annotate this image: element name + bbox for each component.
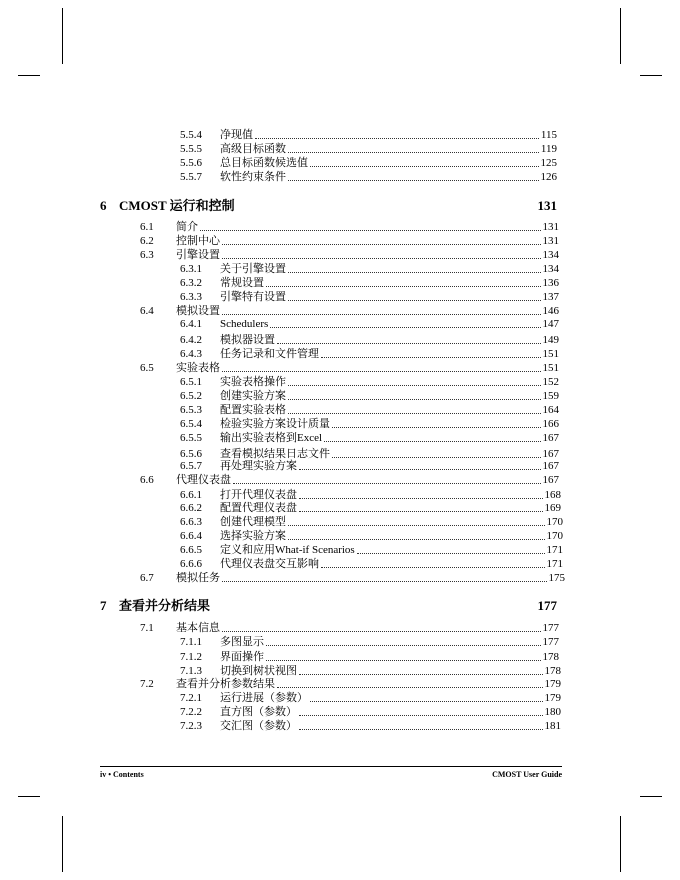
- toc-entry[interactable]: [180, 347, 559, 361]
- entry-title: 简介: [176, 221, 198, 233]
- dot-leader: [200, 230, 541, 231]
- entry-number: 7.2.3: [180, 720, 202, 732]
- dot-leader: [270, 327, 540, 328]
- dot-leader: [288, 272, 541, 273]
- entry-title: 交汇图（参数）: [220, 720, 297, 732]
- entry-number: 6.5.2: [180, 390, 202, 402]
- toc-entry[interactable]: [180, 290, 559, 304]
- entry-page: 151: [542, 362, 559, 374]
- chapter-heading[interactable]: [100, 597, 557, 615]
- toc-entry[interactable]: [180, 389, 559, 403]
- entry-title: 打开代理仪表盘: [220, 489, 297, 501]
- toc-entry[interactable]: [180, 431, 559, 445]
- dot-leader: [288, 152, 539, 153]
- entry-number: 6.7: [140, 572, 154, 584]
- dot-leader: [288, 539, 545, 540]
- toc-entry[interactable]: [180, 156, 557, 170]
- entry-page: 126: [540, 171, 557, 183]
- entry-page: 146: [542, 305, 559, 317]
- dot-leader: [277, 687, 543, 688]
- entry-title: 高级目标函数: [220, 143, 286, 155]
- entry-number: 6.4.3: [180, 348, 202, 360]
- toc-entry[interactable]: [180, 142, 557, 156]
- entry-number: 5.5.4: [180, 129, 202, 141]
- footer-page-label: iv • Contents: [100, 770, 144, 779]
- dot-leader: [299, 511, 543, 512]
- dot-leader: [310, 166, 539, 167]
- entry-number: 6.5.3: [180, 404, 202, 416]
- dot-leader: [255, 138, 539, 139]
- toc-entry[interactable]: [180, 705, 561, 719]
- entry-page: 131: [542, 221, 559, 233]
- entry-number: 7.1.1: [180, 636, 202, 648]
- entry-number: 6.3.2: [180, 277, 202, 289]
- entry-number: 6.3.1: [180, 263, 202, 275]
- entry-title: 直方图（参数）: [220, 706, 297, 718]
- chapter-title: 查看并分析结果: [119, 598, 211, 613]
- dot-leader: [277, 343, 541, 344]
- entry-number: 7.2: [140, 678, 154, 690]
- entry-title: 定义和应用What-if Scenarios: [220, 544, 355, 556]
- dot-leader: [266, 286, 541, 287]
- entry-page: 181: [544, 720, 561, 732]
- entry-number: 6.3.3: [180, 291, 202, 303]
- dot-leader: [324, 441, 540, 442]
- entry-number: 7.2.2: [180, 706, 202, 718]
- dot-leader: [222, 314, 541, 315]
- entry-page: 178: [542, 651, 559, 663]
- entry-title: 模拟任务: [176, 572, 220, 584]
- dot-leader: [288, 525, 545, 526]
- entry-number: 6.5.5: [180, 432, 202, 444]
- entry-page: 125: [540, 157, 557, 169]
- entry-page: 151: [542, 348, 559, 360]
- entry-title: 常规设置: [220, 277, 264, 289]
- entry-page: 178: [544, 665, 561, 677]
- entry-title: 任务记录和文件管理: [220, 348, 319, 360]
- entry-title: 查看模拟结果日志文件: [220, 448, 330, 460]
- entry-title: 软性约束条件: [220, 171, 286, 183]
- entry-page: 180: [544, 706, 561, 718]
- entry-title: 引擎特有设置: [220, 291, 286, 303]
- entry-number: 6.4.2: [180, 334, 202, 346]
- entry-title: 界面操作: [220, 651, 264, 663]
- entry-title: 创建实验方案: [220, 390, 286, 402]
- entry-page: 179: [544, 678, 561, 690]
- dot-leader: [222, 631, 541, 632]
- entry-page: 152: [542, 376, 559, 388]
- entry-title: 引擎设置: [176, 249, 220, 261]
- entry-number: 6.4.1: [180, 318, 202, 330]
- dot-leader: [321, 567, 545, 568]
- entry-number: 7.1.2: [180, 651, 202, 663]
- entry-page: 137: [542, 291, 559, 303]
- dot-leader: [332, 427, 541, 428]
- entry-title: 控制中心: [176, 235, 220, 247]
- toc-entry[interactable]: [180, 557, 563, 571]
- entry-page: 171: [546, 544, 563, 556]
- chapter-page: 131: [537, 198, 557, 213]
- dot-leader: [299, 498, 543, 499]
- entry-number: 7.1.3: [180, 665, 202, 677]
- entry-title: 关于引擎设置: [220, 263, 286, 275]
- dot-leader: [266, 645, 541, 646]
- toc-entry[interactable]: [180, 543, 563, 557]
- entry-number: 6.5.1: [180, 376, 202, 388]
- entry-number: 6.6.6: [180, 558, 202, 570]
- toc-entry[interactable]: [180, 375, 559, 389]
- entry-title: 模拟设置: [176, 305, 220, 317]
- dot-leader: [222, 258, 541, 259]
- dot-leader: [288, 399, 541, 400]
- entry-title: 检验实验方案设计质量: [220, 418, 330, 430]
- toc-entry[interactable]: [180, 635, 559, 649]
- entry-page: 164: [542, 404, 559, 416]
- dot-leader: [288, 385, 541, 386]
- entry-page: 119: [540, 143, 557, 155]
- entry-number: 6.6.3: [180, 516, 202, 528]
- toc-entry[interactable]: [180, 459, 559, 473]
- toc-entry[interactable]: [140, 677, 561, 691]
- dot-leader: [332, 457, 541, 458]
- footer-rule: [100, 766, 562, 767]
- entry-title: 选择实验方案: [220, 530, 286, 542]
- entry-page: 167: [542, 448, 559, 460]
- toc-entry[interactable]: [140, 473, 559, 487]
- toc-entry[interactable]: [140, 220, 559, 234]
- dot-leader: [299, 674, 543, 675]
- chapter-page: 177: [537, 598, 557, 613]
- entry-title: 运行进展（参数）: [220, 692, 308, 704]
- entry-page: 167: [542, 474, 559, 486]
- entry-number: 7.2.1: [180, 692, 202, 704]
- entry-number: 6.6.4: [180, 530, 202, 542]
- entry-number: 6.6.2: [180, 502, 202, 514]
- dot-leader: [233, 483, 541, 484]
- entry-number: 6.5: [140, 362, 154, 374]
- dot-leader: [299, 729, 543, 730]
- toc-entry[interactable]: [180, 650, 559, 664]
- toc-entry[interactable]: [180, 691, 561, 705]
- toc-entry[interactable]: [140, 234, 559, 248]
- entry-page: 131: [542, 235, 559, 247]
- entry-title: 输出实验表格到Excel: [220, 432, 323, 444]
- toc-entry[interactable]: [180, 664, 561, 678]
- entry-page: 167: [542, 460, 559, 472]
- toc-entry[interactable]: [180, 488, 561, 502]
- entry-title: 模拟器设置: [220, 334, 275, 346]
- footer-guide-title: CMOST User Guide: [492, 770, 562, 779]
- entry-number: 6.4: [140, 305, 154, 317]
- toc-entry[interactable]: [180, 719, 561, 733]
- entry-page: 167: [542, 432, 559, 444]
- dot-leader: [299, 715, 543, 716]
- entry-page: 147: [542, 318, 559, 330]
- entry-page: 177: [542, 636, 559, 648]
- dot-leader: [288, 180, 539, 181]
- toc-entry[interactable]: [180, 262, 559, 276]
- entry-title: 实验表格操作: [220, 376, 286, 388]
- entry-number: 6.5.7: [180, 460, 202, 472]
- dot-leader: [222, 371, 541, 372]
- entry-page: 149: [542, 334, 559, 346]
- toc-entry[interactable]: [180, 276, 559, 290]
- dot-leader: [357, 553, 545, 554]
- toc-entry[interactable]: [180, 128, 557, 142]
- chapter-number: 7: [100, 598, 107, 613]
- dot-leader: [288, 300, 541, 301]
- entry-page: 134: [542, 249, 559, 261]
- toc-entry[interactable]: [140, 304, 559, 318]
- entry-number: 6.2: [140, 235, 154, 247]
- entry-page: 177: [542, 622, 559, 634]
- entry-title: 再处理实验方案: [220, 460, 297, 472]
- entry-number: 6.6: [140, 474, 154, 486]
- entry-page: 170: [546, 516, 563, 528]
- entry-number: 7.1: [140, 622, 154, 634]
- entry-title: 总目标函数候选值: [220, 157, 308, 169]
- chapter-heading[interactable]: [100, 197, 557, 215]
- toc-entry[interactable]: [180, 515, 563, 529]
- toc-entry[interactable]: [140, 361, 559, 375]
- dot-leader: [222, 581, 547, 582]
- toc-entry[interactable]: [180, 417, 559, 431]
- entry-page: 175: [548, 572, 565, 584]
- dot-leader: [266, 660, 541, 661]
- dot-leader: [288, 413, 541, 414]
- entry-number: 6.6.1: [180, 489, 202, 501]
- toc-entry[interactable]: [140, 248, 559, 262]
- entry-title: 创建代理模型: [220, 516, 286, 528]
- toc-entry[interactable]: [180, 317, 559, 331]
- entry-number: 6.6.5: [180, 544, 202, 556]
- entry-page: 170: [546, 530, 563, 542]
- dot-leader: [321, 357, 541, 358]
- entry-page: 136: [542, 277, 559, 289]
- toc-entry[interactable]: [180, 529, 563, 543]
- entry-title: 基本信息: [176, 622, 220, 634]
- entry-title: Schedulers: [220, 318, 269, 330]
- entry-title: 净现值: [220, 129, 253, 141]
- entry-title: 配置代理仪表盘: [220, 502, 297, 514]
- chapter-number: 6: [100, 198, 107, 213]
- entry-page: 159: [542, 390, 559, 402]
- entry-number: 5.5.6: [180, 157, 202, 169]
- entry-page: 179: [544, 692, 561, 704]
- toc-entry[interactable]: [180, 403, 559, 417]
- entry-number: 5.5.7: [180, 171, 202, 183]
- entry-page: 115: [540, 129, 557, 141]
- entry-title: 多图显示: [220, 636, 264, 648]
- entry-number: 5.5.5: [180, 143, 202, 155]
- entry-title: 配置实验表格: [220, 404, 286, 416]
- entry-title: 查看并分析参数结果: [176, 678, 275, 690]
- chapter-title: CMOST 运行和控制: [119, 198, 235, 213]
- toc-entry[interactable]: [180, 170, 557, 184]
- entry-page: 166: [542, 418, 559, 430]
- entry-number: 6.5.4: [180, 418, 202, 430]
- entry-number: 6.1: [140, 221, 154, 233]
- entry-page: 169: [544, 502, 561, 514]
- dot-leader: [299, 469, 541, 470]
- toc-entry[interactable]: [140, 621, 559, 635]
- entry-number: 6.3: [140, 249, 154, 261]
- toc-entry[interactable]: [180, 333, 559, 347]
- entry-page: 168: [544, 489, 561, 501]
- entry-title: 切换到树状视图: [220, 665, 297, 677]
- toc-entry[interactable]: [140, 571, 565, 585]
- entry-title: 实验表格: [176, 362, 220, 374]
- entry-title: 代理仪表盘交互影响: [220, 558, 319, 570]
- dot-leader: [310, 701, 543, 702]
- entry-page: 171: [546, 558, 563, 570]
- entry-title: 代理仪表盘: [176, 474, 231, 486]
- entry-page: 134: [542, 263, 559, 275]
- dot-leader: [222, 244, 541, 245]
- entry-number: 6.5.6: [180, 448, 202, 460]
- toc-entry[interactable]: [180, 501, 561, 515]
